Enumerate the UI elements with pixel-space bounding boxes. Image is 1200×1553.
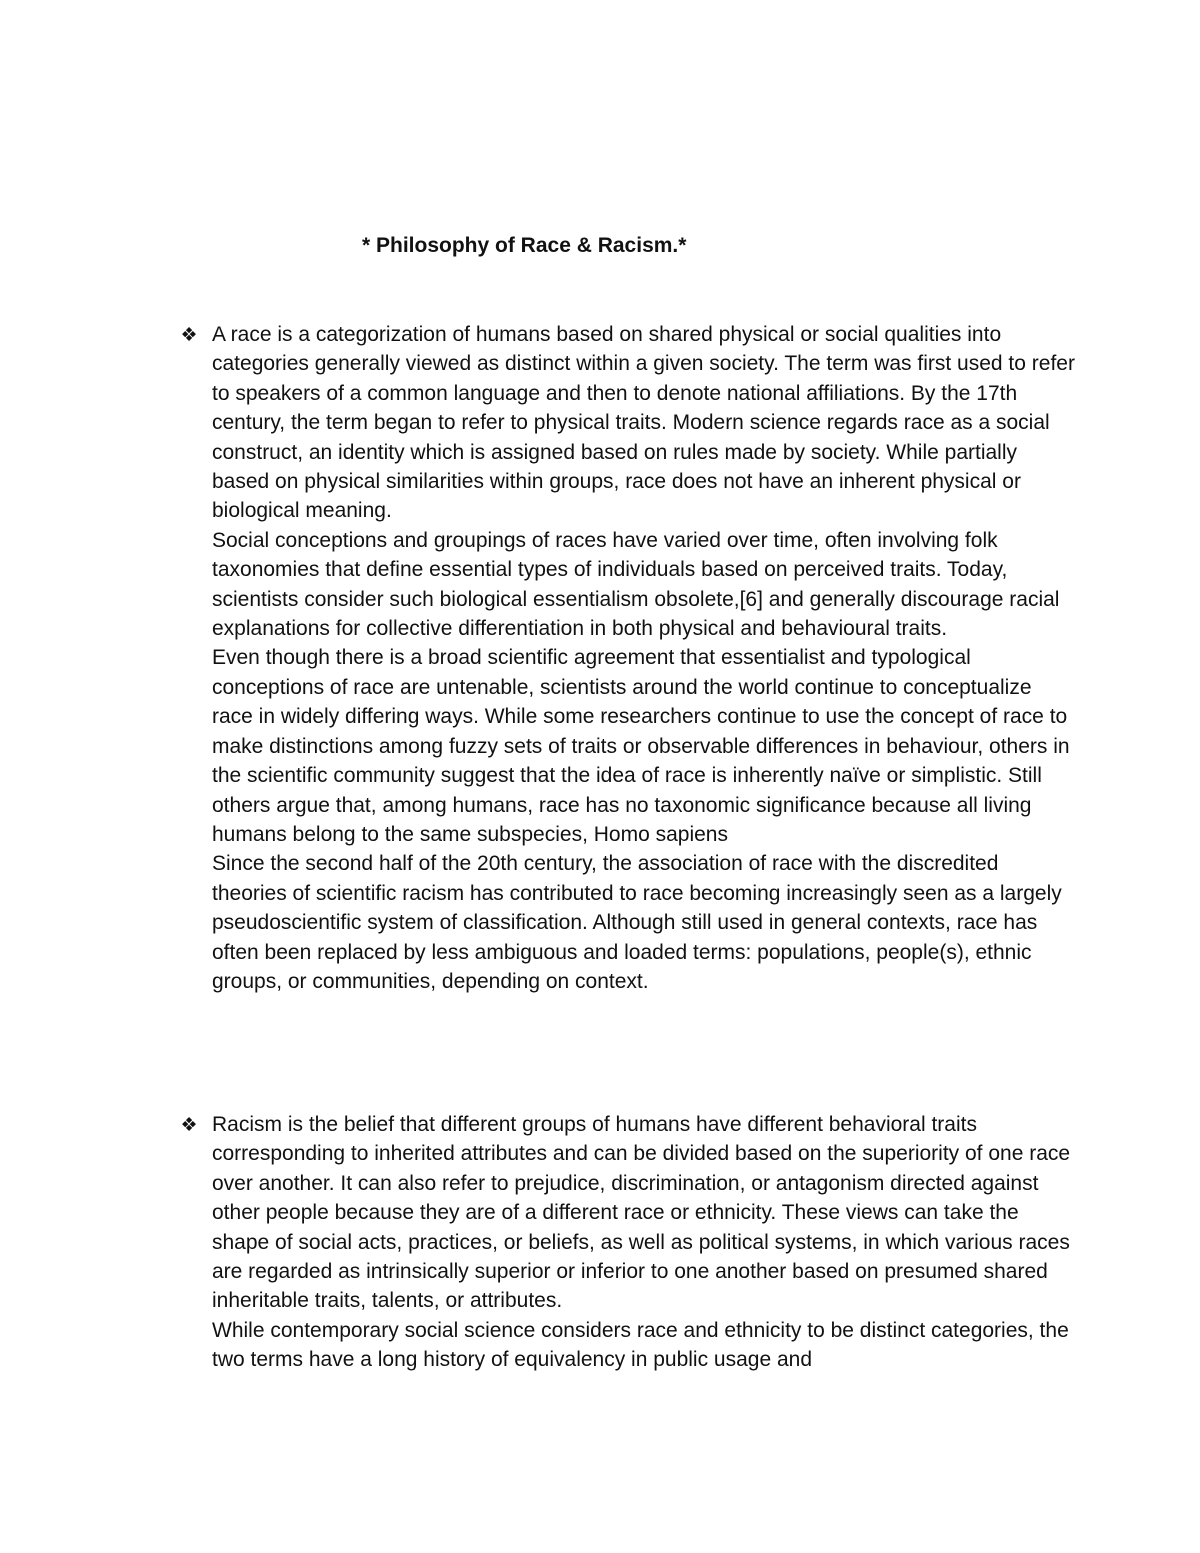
diamond-bullet-icon: ❖ (180, 1115, 198, 1136)
bullet-item-racism (178, 1110, 1078, 1375)
paragraph: Racism is the belief that different groups of humans have different behavioral traits corresponding to inherited attributes and can be divided based on the superiority of one race over another. It can also refer to prejudice, discrimination, or antagonism directed against other people because they are of a different race or ethnicity. These views can take the shape of social acts, practices, or beliefs, as well as political systems, in which various races are regarded as intrinsically superior or inferior to one another based on presumed shared inheritable traits, talents, or attributes. (212, 1113, 1071, 1313)
bullet-text (212, 1110, 1078, 1375)
bullet-text (212, 320, 1078, 996)
paragraph: While contemporary social science considers race and ethnicity to be distinct categories, the two terms have a long history of equivalency in public usage and (212, 1318, 1069, 1372)
paragraph: A race is a categorization of humans based on shared physical or social qualities into categories generally viewed as distinct within a given society. The term was first used to refer to speakers of a common language and then to denote national affiliations. By the 17th century, the term began to refer to physical traits. Modern science regards race as a social construct, an identity which is assigned based on rules made by society. While partially based on physical similarities within groups, race does not have an inherent physical or biological meaning. (212, 323, 1075, 523)
bullet-item-race (178, 320, 1078, 996)
paragraph: Social conceptions and groupings of races have varied over time, often involving folk taxonomies that define essential types of individuals based on perceived traits. Today, scientists consider such biological essentialism obsolete,[6] and generally discourage racial explanations for collective differentiation in both physical and behavioural traits. (212, 528, 1060, 641)
paragraph: Since the second half of the 20th century, the association of race with the discredited theories of scientific racism has contributed to race becoming increasingly seen as a largely pseudoscientific system of classification. Although still used in general contexts, race has often been replaced by less ambiguous and loaded terms: populations, people(s), ethnic groups, or communities, depending on context. (212, 852, 1062, 993)
document-title: * Philosophy of Race & Racism.* (362, 234, 687, 257)
diamond-bullet-icon: ❖ (180, 325, 198, 346)
paragraph: Even though there is a broad scientific agreement that essentialist and typological conceptions of race are untenable, scientists around the world continue to conceptualize race in widely differing ways. While some researchers continue to use the concept of race to make distinctions among fuzzy sets of traits or observable differences in behaviour, others in the scientific community suggest that the idea of race is inherently naïve or simplistic. Still others argue that, among humans, race has no taxonomic significance because all living humans belong to the same subspecies, Homo sapiens (212, 646, 1070, 846)
